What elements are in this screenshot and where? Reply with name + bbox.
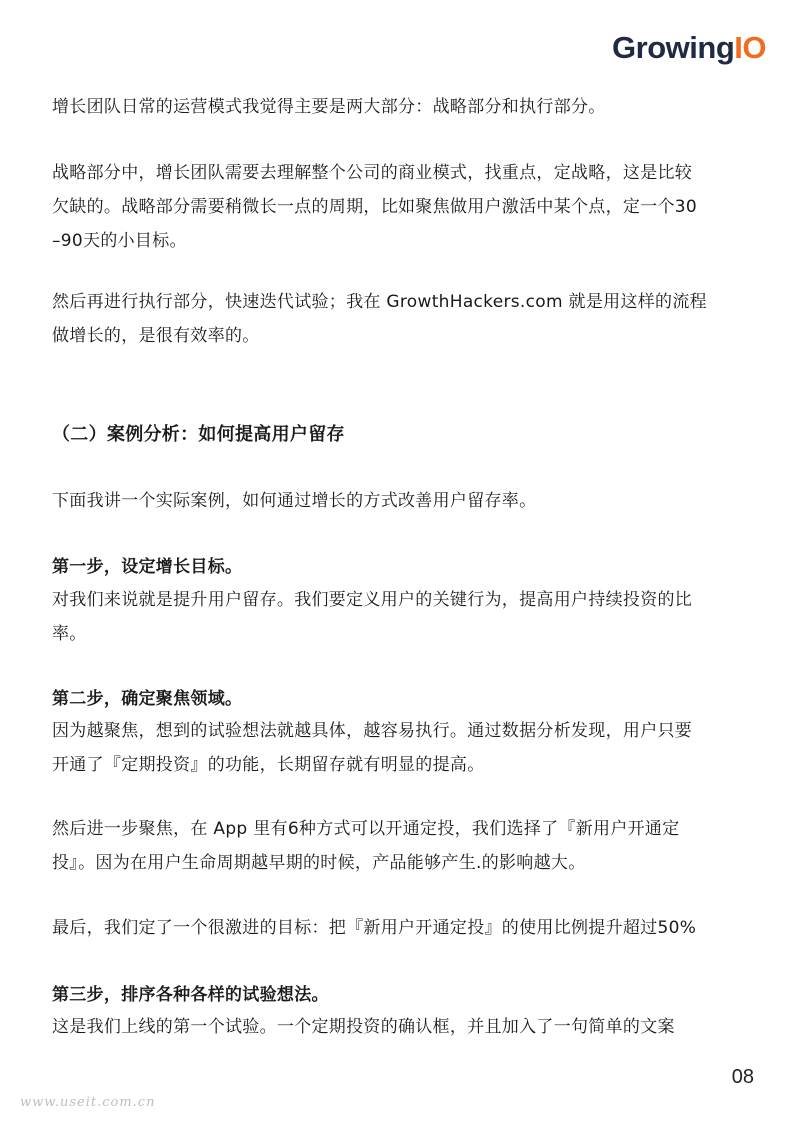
- logo-text-accent: IO: [734, 30, 766, 65]
- paragraph-case-intro: 下面我讲一个实际案例，如何通过增长的方式改善用户留存率。: [52, 491, 537, 511]
- growingio-logo: [612, 28, 766, 68]
- step3-body: 这是我们上线的第一个试验。一个定期投资的确认框，并且加入了一句简单的文案: [52, 1017, 675, 1037]
- step2-title: 第二步，确定聚焦领域。: [52, 689, 243, 709]
- paragraph-operation-mode: 增长团队日常的运营模式我觉得主要是两大部分：战略部分和执行部分。: [52, 97, 606, 117]
- watermark: www.useit.com.cn: [20, 1095, 156, 1110]
- page-number: 08: [731, 1066, 754, 1088]
- section-title: （二）案例分析：如何提高用户留存: [52, 424, 345, 445]
- step3-title: 第三步，排序各种各样的试验想法。: [52, 985, 329, 1005]
- paragraph-goal: 最后，我们定了一个很激进的目标：把『新用户开通定投』的使用比例提升超过50%: [52, 918, 697, 938]
- step2-body: 因为越聚焦，想到的试验想法就越具体，越容易执行。通过数据分析发现，用户只要 开通了『定期投资』的功能，长期留存就有明显的提高。: [52, 721, 693, 775]
- step1-body: 对我们来说就是提升用户留存。我们要定义用户的关键行为，提高用户持续投资的比 率。: [52, 590, 693, 644]
- paragraph-strategy: 战略部分中，增长团队需要去理解整个公司的商业模式，找重点，定战略，这是比较 欠缺的。战略部分需要稍微长一点的周期，比如聚焦做用户激活中某个点，定一个30 –90天的小目标。: [52, 163, 698, 251]
- step1-title: 第一步，设定增长目标。: [52, 557, 243, 577]
- paragraph-execution: 然后再进行执行部分，快速迭代试验；我在 GrowthHackers.com 就是用这样的流程 做增长的，是很有效率的。: [52, 292, 707, 346]
- paragraph-focus: 然后进一步聚焦，在 App 里有6种方式可以开通定投，我们选择了『新用户开通定 投』。因为在用户生命周期越早期的时候，产品能够产生.的影响越大。: [52, 819, 680, 873]
- logo-text-main: Growing: [612, 30, 735, 65]
